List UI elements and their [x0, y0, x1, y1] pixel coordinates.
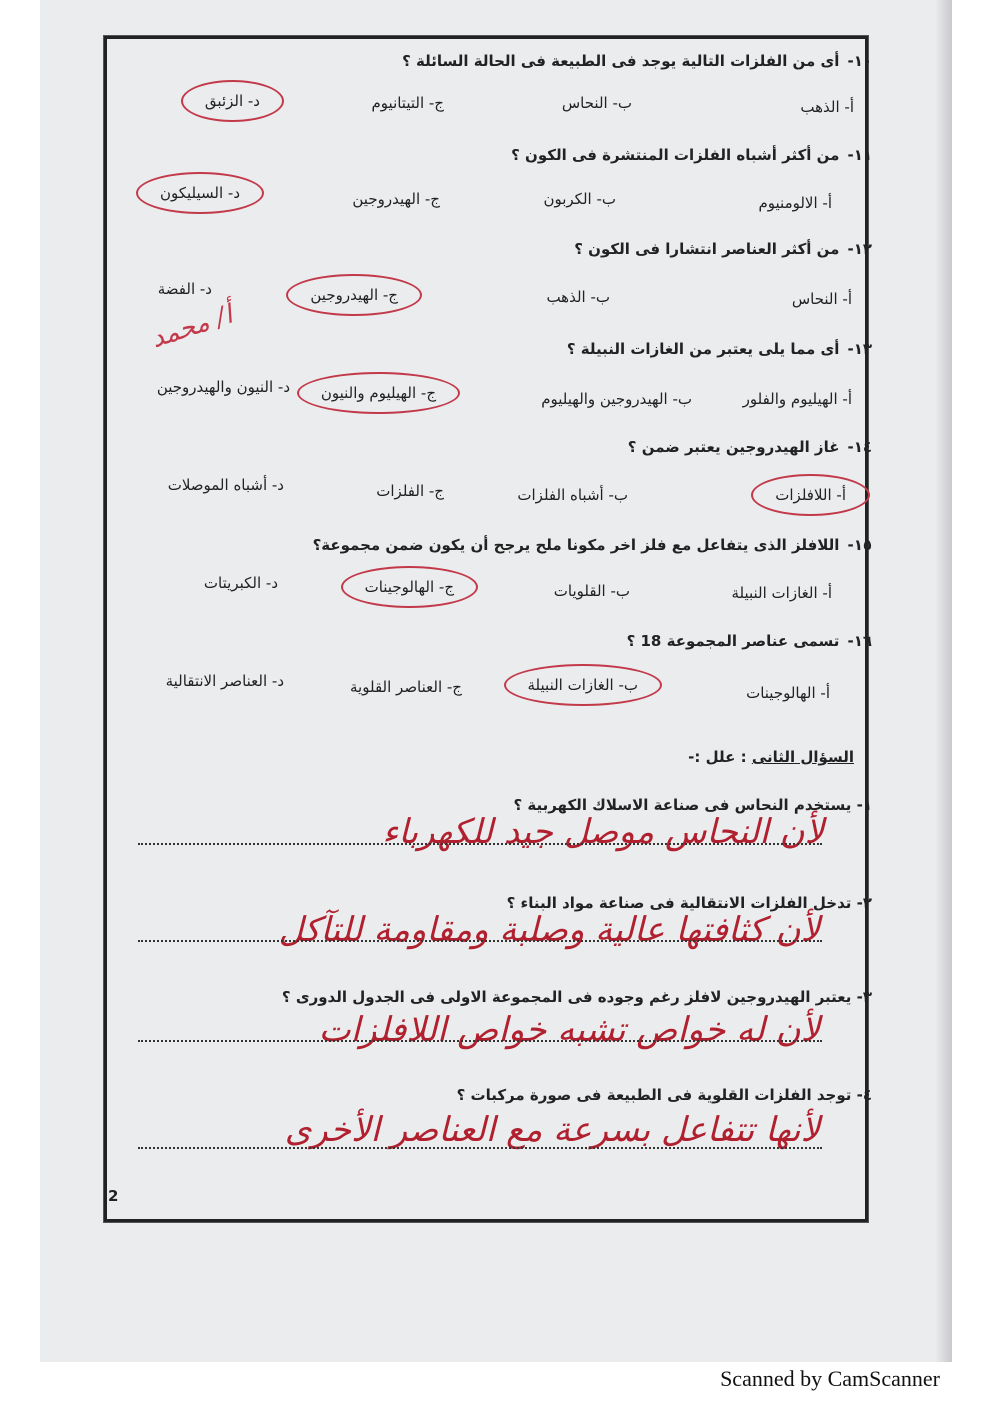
q11-option-b: ب- الكربون — [543, 190, 616, 208]
q15-option-c-circled: ج- الهالوجينات — [341, 566, 478, 608]
reason-question-1: ١- يستخدم النحاس فى صناعة الاسلاك الكهربية ؟ — [513, 796, 872, 814]
q12-option-a: أ- النحاس — [791, 290, 852, 308]
question-13: ١٣-أى مما يلى يعتبر من الغازات النبيلة ؟ — [566, 340, 872, 358]
reason-question-4: ٤- توجد الفلزات القلوية فى الطبيعة فى صورة مركبات ؟ — [456, 1086, 872, 1104]
question-11: ١١-من أكثر أشباه الفلزات المنتشرة فى الكون ؟ — [511, 146, 872, 164]
q11-option-a: أ- الالومنيوم — [758, 194, 832, 212]
handwritten-answer-4: لأنها تتفاعل بسرعة مع العناصر الأخرى — [284, 1110, 820, 1150]
q16-option-d: د- العناصر الانتقالية — [165, 672, 284, 690]
q12-option-b: ب- الذهب — [546, 288, 610, 306]
q12-option-d: د- الفضة — [157, 280, 212, 298]
reason-question-2: ٢- تدخل الفلزات الانتقالية فى صناعة مواد البناء ؟ — [506, 894, 872, 912]
teacher-signature: أ/ محمد — [147, 299, 237, 355]
q10-option-d-circled: د- الزئبق — [181, 80, 284, 122]
q10-option-b: ب- النحاس — [561, 94, 632, 112]
handwritten-answer-3: لأن له خواص تشبه خواص اللافلزات — [318, 1010, 820, 1050]
q16-option-c: ج- العناصر القلوية — [350, 678, 462, 696]
q15-option-b: ب- القلويات — [553, 582, 630, 600]
question-10: ١٠-أى من الفلزات التالية يوجد فى الطبيعة فى الحالة السائلة ؟ — [402, 52, 872, 70]
handwritten-answer-2: لأن كثافتها عالية وصلبة ومقاومة للتآكل — [278, 910, 820, 950]
q10-option-c: ج- التيتانيوم — [371, 94, 444, 112]
q11-option-c: ج- الهيدروجين — [352, 190, 440, 208]
q11-option-d-circled: د- السيليكون — [136, 172, 264, 214]
page-edge-shadow — [935, 0, 952, 1362]
answer-line-2 — [138, 940, 822, 942]
answer-line-1 — [138, 843, 822, 845]
q13-option-a: أ- الهيليوم والفلور — [742, 390, 852, 408]
question-12: ١٢-من أكثر العناصر انتشارا فى الكون ؟ — [574, 240, 872, 258]
q16-option-a: أ- الهالوجينات — [746, 684, 830, 702]
q14-option-a-circled: أ- اللافلزات — [751, 474, 870, 516]
page-number: 2 — [108, 1187, 119, 1205]
handwritten-answer-1: لأن النحاس موصل جيد للكهرباء — [382, 812, 824, 852]
q10-option-a: أ- الذهب — [800, 98, 854, 116]
q15-option-a: أ- الغازات النبيلة — [731, 584, 832, 602]
answer-line-4 — [138, 1147, 822, 1149]
q16-option-b-circled: ب- الغازات النبيلة — [504, 664, 662, 706]
reason-question-3: ٣- يعتبر الهيدروجين لافلز رغم وجوده فى المجموعة الاولى فى الجدول الدورى ؟ — [281, 988, 872, 1006]
camscanner-footer: Scanned by CamScanner — [720, 1366, 940, 1391]
question-16: ١٦-تسمى عناصر المجموعة 18 ؟ — [626, 632, 872, 650]
q13-option-c-circled: ج- الهيليوم والنيون — [297, 372, 460, 414]
q13-option-d: د- النيون والهيدروجين — [156, 378, 290, 396]
q13-option-b: ب- الهيدروجين والهيليوم — [541, 390, 692, 408]
q14-option-c: ج- الفلزات — [376, 482, 444, 500]
question-15: ١٥-اللافلز الذى يتفاعل مع فلز اخر مكونا ملح يرجح أن يكون ضمن مجموعة؟ — [312, 536, 872, 554]
answer-line-3 — [138, 1040, 822, 1042]
section-two-heading: السؤال الثانى : علل :- — [688, 748, 854, 766]
q14-option-b: ب- أشباه الفلزات — [517, 486, 628, 504]
q15-option-d: د- الكبريتات — [203, 574, 278, 592]
q12-option-c-circled: ج- الهيدروجين — [286, 274, 422, 316]
q14-option-d: د- أشباه الموصلات — [167, 476, 284, 494]
question-14: ١٤-غاز الهيدروجين يعتبر ضمن ؟ — [627, 438, 872, 456]
